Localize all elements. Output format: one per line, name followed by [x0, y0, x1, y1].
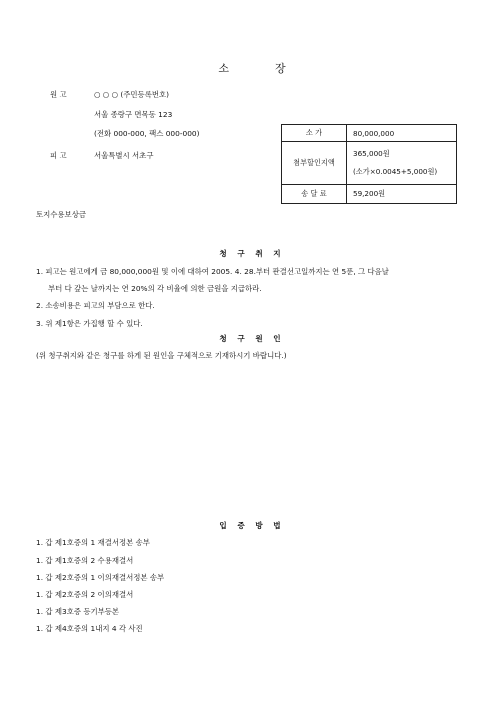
stamp-fee-formula: (소가×0.0045+5,000원): [353, 166, 438, 176]
plaintiff-address: 서울 종랑구 면목동 123: [94, 110, 173, 119]
evidence-item: 1. 갑 제2호증의 2 이의재결서: [36, 590, 134, 599]
service-fee-label: 송 달 료: [282, 184, 347, 204]
claim-cause-heading: 청 구 원 인: [219, 334, 285, 343]
defendant-name: 서울특별시 서초구: [94, 151, 154, 160]
stamp-fee-value: 365,000원: [353, 148, 390, 158]
fee-info-table: [281, 124, 457, 204]
evidence-item: 1. 갑 제1호증의 1 재결서정본 송부: [36, 538, 150, 547]
evidence-item: 1. 갑 제1호증의 2 수용재결서: [36, 556, 134, 565]
title-char-1: 소: [218, 62, 229, 75]
table-row: [282, 142, 457, 184]
plaintiff-label: 원 고: [50, 90, 67, 99]
stake-amount-value: 80,000,000: [347, 125, 457, 142]
title-char-2: 장: [275, 62, 286, 75]
evidence-item: 1. 갑 제3호증 등기부등본: [36, 607, 120, 616]
stake-amount-label: 소 가: [282, 125, 347, 142]
claim-purpose-item-1-cont: 부터 다 갚는 날까지는 연 20%의 각 비율에 의한 금원을 지급하라.: [48, 284, 262, 293]
document-title: [0, 60, 504, 76]
evidence-item: 1. 갑 제2호증의 1 이의재결서정본 송부: [36, 573, 165, 582]
table-row: [282, 184, 457, 204]
evidence-item: 1. 갑 제4호증의 1내지 4 각 사진: [36, 624, 143, 633]
claim-cause-text: (위 청구취지와 같은 청구를 하게 된 원인을 구체적으로 기재하시기 바랍니다.): [36, 351, 287, 360]
stamp-fee-label: 첨부할인지액: [282, 142, 347, 184]
claim-purpose-heading: 청 구 취 지: [219, 249, 285, 258]
case-name: 토지수용보상금: [36, 210, 86, 219]
table-row: [282, 125, 457, 142]
evidence-heading: 입 증 방 법: [219, 521, 285, 530]
claim-purpose-item-3: 3. 위 제1항은 가집행 할 수 있다.: [36, 319, 143, 328]
plaintiff-contact: (전화 000-000, 팩스 000-000): [94, 129, 200, 138]
claim-purpose-item-2: 2. 소송비용은 피고의 부담으로 한다.: [36, 301, 155, 310]
claim-purpose-item-1: 1. 피고는 원고에게 금 80,000,000원 및 이에 대하여 2005. 4. 28.부터 판결선고일까지는 연 5푼, 그 다음날: [36, 267, 389, 276]
defendant-label: 피 고: [50, 151, 67, 160]
stamp-fee-cell: [347, 142, 457, 184]
service-fee-value: 59,200원: [347, 184, 457, 204]
plaintiff-name: ○ ○ ○ (주민등록번호): [94, 90, 169, 99]
